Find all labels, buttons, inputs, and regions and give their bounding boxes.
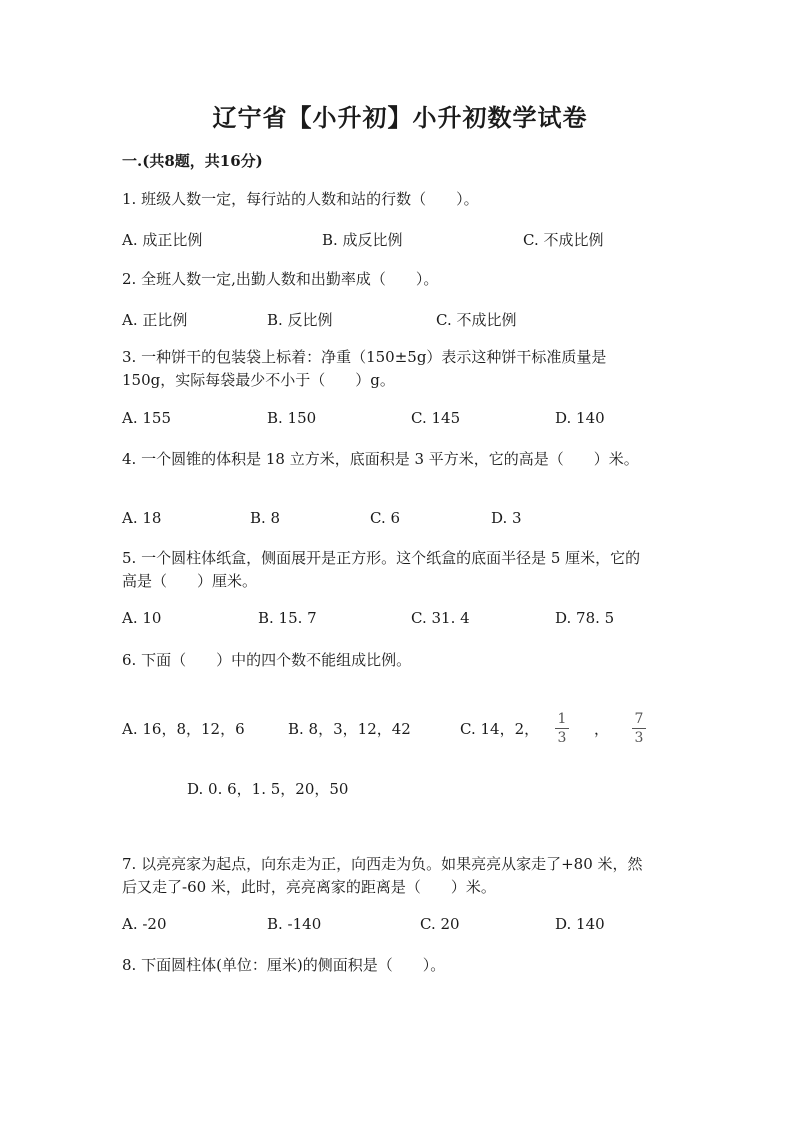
question-4-option-c: C. 6 <box>370 509 401 527</box>
fraction-numerator: 7 <box>634 711 644 727</box>
page-title: 辽宁省【小升初】小升初数学试卷 <box>212 103 588 132</box>
question-6-option-b: B. 8，3，12，42 <box>288 720 411 738</box>
question-7-option-c: C. 20 <box>420 915 460 933</box>
question-8-stem: 8. 下面圆柱体(单位：厘米)的侧面积是（ ）。 <box>122 956 446 974</box>
question-1-option-b: B. 成反比例 <box>322 231 403 249</box>
question-4-stem: 4. 一个圆锥的体积是 18 立方米，底面积是 3 平方米，它的高是（ ）米。 <box>122 450 639 468</box>
question-3-option-a: A. 155 <box>122 409 171 427</box>
question-5-stem-line-2: 高是（ ）厘米。 <box>122 572 258 590</box>
question-1-stem: 1. 班级人数一定，每行站的人数和站的行数（ ）。 <box>122 190 479 208</box>
question-5-stem-line-1: 5. 一个圆柱体纸盒，侧面展开是正方形。这个纸盒的底面半径是 5 厘米，它的 <box>122 549 641 567</box>
question-3-option-d: D. 140 <box>555 409 605 427</box>
question-4-option-b: B. 8 <box>250 509 281 527</box>
question-6-option-a: A. 16，8，12，6 <box>122 720 245 738</box>
fraction-seven-thirds <box>632 712 646 745</box>
question-7-option-b: B. -140 <box>267 915 322 933</box>
question-7-stem-line-2: 后又走了-60 米，此时，亮亮离家的距离是（ ）米。 <box>122 878 496 896</box>
question-5-option-c: C. 31. 4 <box>411 609 470 627</box>
question-2-option-a: A. 正比例 <box>122 311 188 329</box>
question-1-option-c: C. 不成比例 <box>523 231 604 249</box>
question-6-option-d: D. 0. 6，1. 5，20，50 <box>187 780 349 798</box>
question-3-stem-line-2: 150g，实际每袋最少不小于（ ）g。 <box>122 371 395 389</box>
question-5-option-a: A. 10 <box>122 609 162 627</box>
question-2-stem: 2. 全班人数一定,出勤人数和出勤率成（ ）。 <box>122 270 439 288</box>
fraction-bar <box>632 728 646 729</box>
question-5-option-d: D. 78. 5 <box>555 609 615 627</box>
fraction-one-third <box>555 712 569 745</box>
question-6-stem: 6. 下面（ ）中的四个数不能组成比例。 <box>122 651 412 669</box>
fraction-bar <box>555 728 569 729</box>
question-6-option-c: C. 14，2， <box>460 720 540 738</box>
question-1-option-a: A. 成正比例 <box>122 231 203 249</box>
question-3-option-c: C. 145 <box>411 409 461 427</box>
fraction-separator: ， <box>594 720 610 738</box>
question-7-option-d: D. 140 <box>555 915 605 933</box>
fraction-denominator: 3 <box>634 730 644 746</box>
section-heading: 一.(共8题，共16分) <box>122 152 263 170</box>
fraction-denominator: 3 <box>557 730 567 746</box>
question-7-stem-line-1: 7. 以亮亮家为起点，向东走为正，向西走为负。如果亮亮从家走了+80 米，然 <box>122 855 643 873</box>
question-5-option-b: B. 15. 7 <box>258 609 317 627</box>
fraction-numerator: 1 <box>557 711 567 727</box>
question-2-option-c: C. 不成比例 <box>436 311 517 329</box>
question-4-option-d: D. 3 <box>491 509 522 527</box>
question-4-option-a: A. 18 <box>122 509 162 527</box>
question-3-option-b: B. 150 <box>267 409 317 427</box>
question-7-option-a: A. -20 <box>122 915 167 933</box>
question-3-stem-line-1: 3. 一种饼干的包装袋上标着：净重（150±5g）表示这种饼干标准质量是 <box>122 348 607 366</box>
question-2-option-b: B. 反比例 <box>267 311 333 329</box>
